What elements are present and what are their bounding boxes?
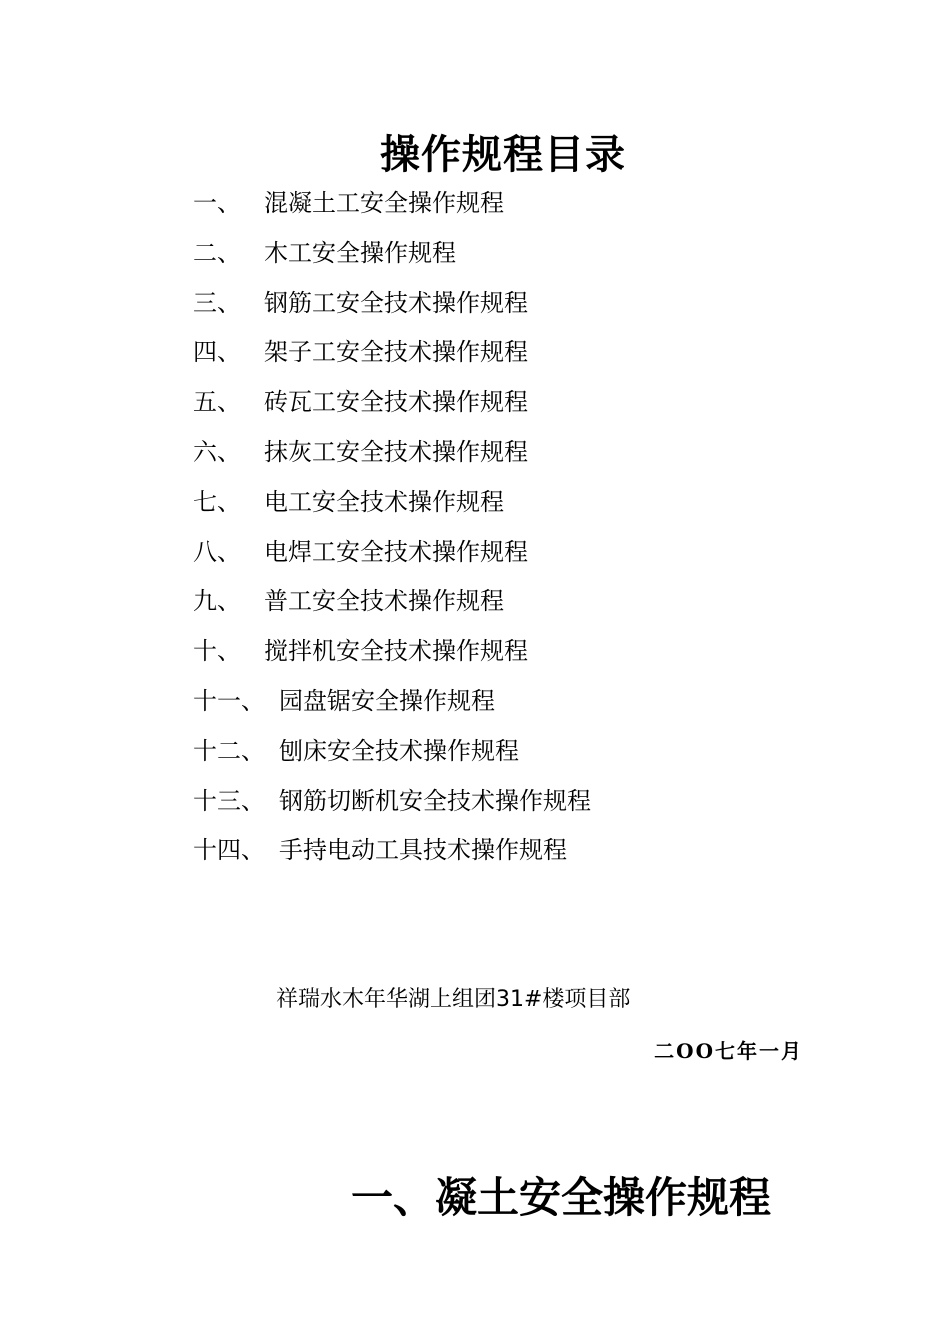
toc-item: [193, 233, 591, 283]
toc-item-number: 五、: [193, 388, 241, 417]
toc-item-title: 手持电动工具技术操作规程: [279, 836, 567, 865]
document-date: 二OO七年一月: [654, 1039, 803, 1063]
table-of-contents: [193, 183, 591, 880]
toc-item-title: 刨床安全技术操作规程: [279, 736, 519, 765]
toc-item-title: 木工安全操作规程: [264, 238, 456, 267]
toc-item-title: 搅拌机安全技术操作规程: [264, 637, 528, 666]
toc-item-title: 砖瓦工安全技术操作规程: [264, 388, 528, 417]
toc-item-title: 普工安全技术操作规程: [264, 587, 504, 616]
toc-item-title: 电工安全技术操作规程: [264, 487, 504, 516]
project-department-name: 祥瑞水木年华湖上组团31#楼项目部: [276, 987, 631, 1012]
toc-item-title: 钢筋切断机安全技术操作规程: [279, 786, 591, 815]
toc-item: [193, 332, 591, 382]
toc-item: [193, 631, 591, 681]
toc-item-title: 抹灰工安全技术操作规程: [264, 437, 528, 466]
toc-item: [193, 581, 591, 631]
toc-item-number: 十四、: [193, 836, 265, 865]
toc-item-number: 七、: [193, 487, 241, 516]
toc-item-title: 架子工安全技术操作规程: [264, 338, 528, 367]
toc-item-number: 二、: [193, 238, 241, 267]
toc-item-number: 十一、: [193, 686, 265, 715]
toc-item: [193, 781, 591, 831]
toc-item-number: 十、: [193, 637, 241, 666]
toc-item: [193, 731, 591, 781]
toc-item: [193, 482, 591, 532]
toc-item: [193, 830, 591, 880]
toc-item-number: 一、: [193, 189, 241, 217]
toc-item-number: 八、: [193, 537, 241, 566]
toc-item-title: 混凝土工安全操作规程: [264, 189, 504, 217]
toc-item-title: 电焊工安全技术操作规程: [264, 537, 528, 566]
document-title: 操作规程目录: [380, 131, 626, 178]
section-heading: 一、凝土安全操作规程: [351, 1173, 772, 1222]
toc-item-number: 九、: [193, 587, 241, 616]
toc-item: [193, 382, 591, 432]
toc-item: [193, 432, 591, 482]
toc-item-number: 十二、: [193, 736, 265, 765]
toc-item: [193, 183, 591, 233]
toc-item: [193, 681, 591, 731]
toc-item: [193, 283, 591, 333]
toc-item-number: 三、: [193, 288, 241, 317]
toc-item: [193, 532, 591, 582]
toc-item-title: 园盘锯安全操作规程: [279, 686, 495, 715]
toc-item-title: 钢筋工安全技术操作规程: [264, 288, 528, 317]
toc-item-number: 六、: [193, 437, 241, 466]
toc-item-number: 十三、: [193, 786, 265, 815]
toc-item-number: 四、: [193, 338, 241, 367]
